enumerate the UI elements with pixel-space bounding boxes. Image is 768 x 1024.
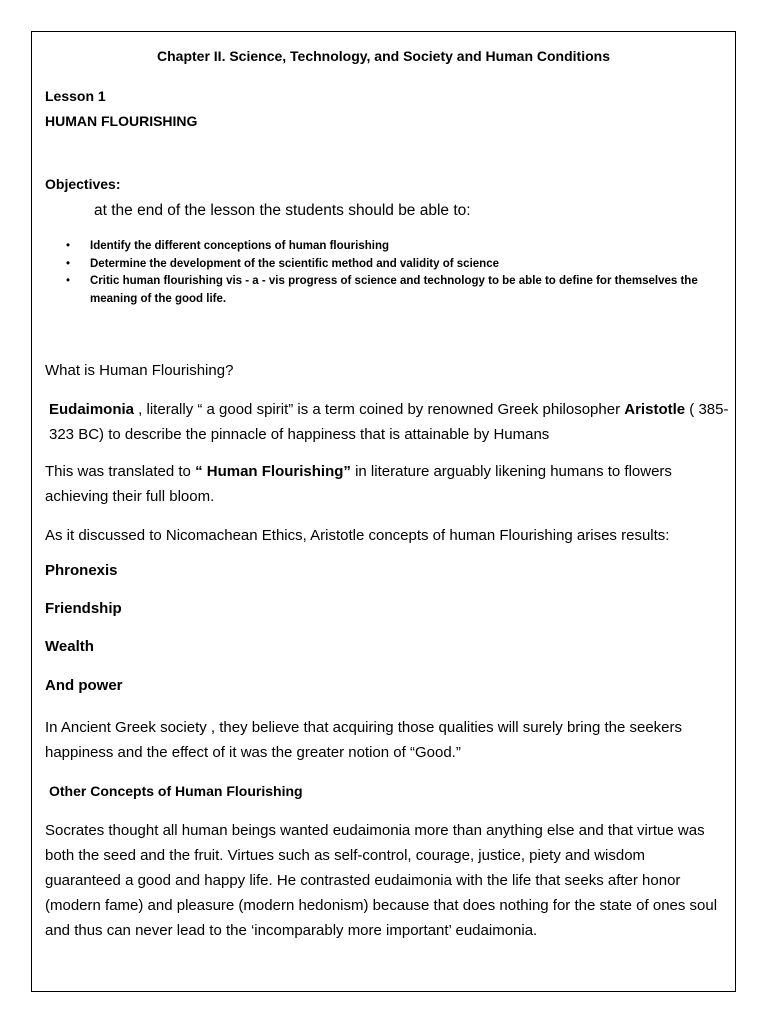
objectives-list xyxy=(66,238,726,308)
aristotle-name: Aristotle xyxy=(624,401,686,418)
concept-wealth: Wealth xyxy=(45,638,94,655)
translated-paragraph: This was translated to “ Human Flourishing” in literature arguably likening humans to flowers achieving their full bloom. xyxy=(45,463,672,505)
bullet-icon: • xyxy=(66,240,71,252)
greek-society-paragraph: In Ancient Greek society , they believe that acquiring those qualities will surely bring the seekers happiness and the effect of it was the greater notion of “Good.” xyxy=(45,719,683,761)
nicomachean-paragraph: As it discussed to Nicomachean Ethics, Aristotle concepts of human Flourishing arises results: xyxy=(45,527,670,544)
objective-item: • Identify the different conceptions of human flourishing xyxy=(66,238,726,256)
objectives-heading: Objectives: xyxy=(45,176,121,192)
lesson-title: HUMAN FLOURISHING xyxy=(45,113,198,129)
human-flourishing-term: “ Human Flourishing” xyxy=(195,463,351,480)
objective-item: • Critic human flourishing vis - a - vis progress of science and technology to be able to define for themselves the meaning of the good life. xyxy=(66,275,698,305)
objective-item: • Determine the development of the scientific method and validity of science xyxy=(66,256,726,274)
concept-power: And power xyxy=(45,677,123,694)
concept-phronexis: Phronexis xyxy=(45,562,118,579)
other-concepts-heading: Other Concepts of Human Flourishing xyxy=(49,783,303,799)
eudaimonia-term: Eudaimonia xyxy=(49,401,135,418)
chapter-title: Chapter II. Science, Technology, and Society and Human Conditions xyxy=(157,48,610,64)
concept-friendship: Friendship xyxy=(45,600,122,617)
question-heading: What is Human Flourishing? xyxy=(45,362,234,379)
socrates-paragraph: Socrates thought all human beings wanted eudaimonia more than anything else and that virtue was both the seed and the fruit. Virtues such as self-control, courage, justice, piety and wisdom guaranteed a good and happy life. He contrasted eudaimonia with the life that seeks after honor (modern fame) and pleasure (modern hedonism) because that does nothing for the state of ones soul and thus can never lead to the ‘incomparably more important’ eudaimonia. xyxy=(45,822,718,939)
lesson-number: Lesson 1 xyxy=(45,88,106,104)
bullet-icon: • xyxy=(66,257,71,270)
objectives-intro: at the end of the lesson the students should be able to: xyxy=(94,202,471,219)
bullet-icon: • xyxy=(66,275,71,287)
eudaimonia-paragraph: Eudaimonia , literally “ a good spirit” is a term coined by renowned Greek philosopher Aristotle ( 385-323 BC) to describe the pinnacle of happiness that is attainable by Humans xyxy=(49,401,729,443)
